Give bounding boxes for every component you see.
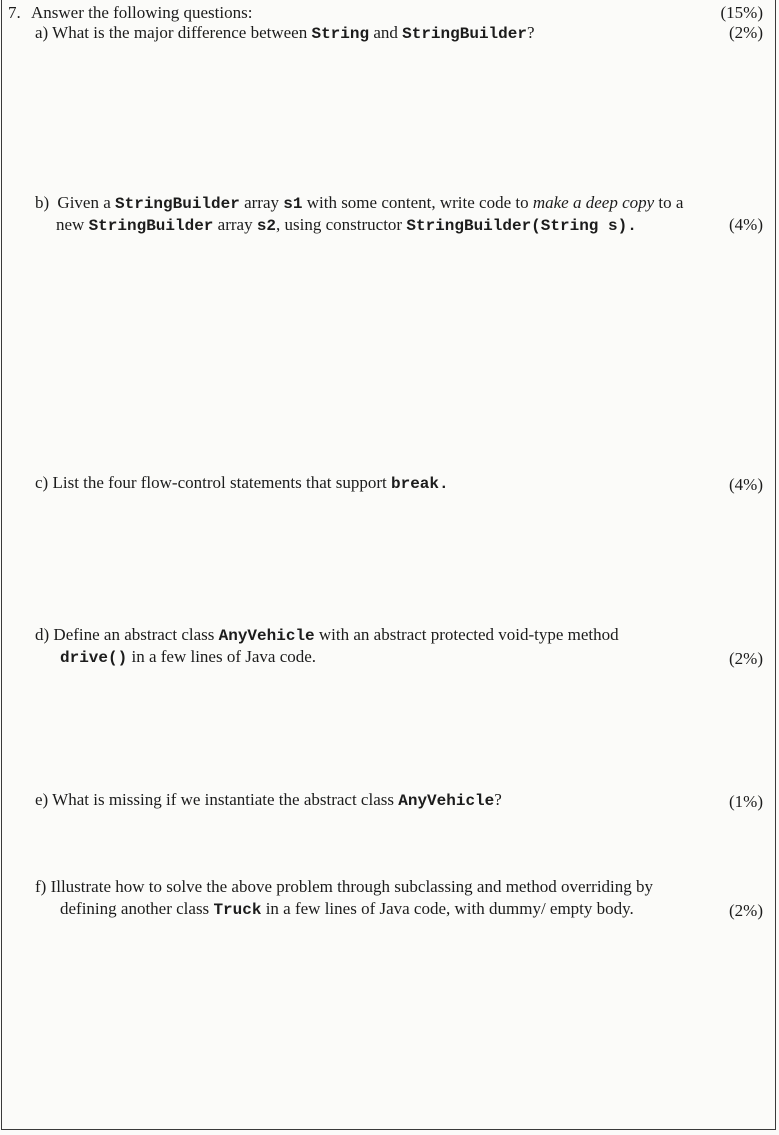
part-a-label: a)	[35, 23, 49, 42]
part-b-marks: (4%)	[729, 215, 763, 234]
part-a-code-string: String	[311, 25, 370, 43]
part-d-question-line2	[60, 647, 316, 668]
part-d-question-line1	[35, 625, 619, 646]
part-b-text: , using constructor	[276, 215, 403, 234]
part-b-text: new	[56, 215, 85, 234]
question-total-marks: (15%)	[720, 3, 763, 22]
part-f-code-truck: Truck	[213, 901, 262, 919]
part-e-label: e)	[35, 790, 49, 809]
part-a-marks: (2%)	[729, 23, 763, 42]
part-f-question-line2	[60, 899, 634, 920]
part-a-text: and	[373, 23, 398, 42]
part-a-code-stringbuilder: StringBuilder	[402, 25, 527, 43]
part-b-text: Given a	[57, 193, 111, 212]
part-b-code-stringbuilder: StringBuilder	[115, 195, 240, 213]
part-f-marks: (2%)	[729, 901, 763, 920]
part-e-text: What is missing if we instantiate the abstract class	[52, 790, 394, 809]
part-b-code-s2: s2	[256, 217, 277, 235]
part-b-text: to a	[658, 193, 684, 212]
part-e-text: ?	[494, 790, 502, 809]
part-a-text: What is the major difference between	[52, 23, 308, 42]
part-e-question	[35, 790, 502, 811]
part-b-text: array	[244, 193, 280, 212]
part-b-code-constructor: StringBuilder(String s).	[406, 217, 637, 235]
part-d-text: Define an abstract class	[53, 625, 215, 644]
part-d-code-drive: drive()	[60, 649, 128, 667]
question-heading	[8, 3, 252, 23]
part-b-emphasis: make a deep copy	[532, 193, 655, 212]
part-b-code-s1: s1	[283, 195, 303, 213]
part-b-question-line2	[56, 215, 637, 236]
part-b-question-line1	[35, 193, 683, 214]
question-title: Answer the following questions:	[31, 3, 253, 22]
part-d-text: with an abstract protected void-type method	[318, 625, 619, 644]
page-border	[1, 0, 776, 1130]
part-c-text: List the four flow-control statements that support	[52, 473, 387, 492]
part-c-question	[35, 473, 449, 494]
part-b-code-stringbuilder: StringBuilder	[88, 217, 214, 235]
part-d-marks: (2%)	[729, 649, 763, 668]
part-a-text: ?	[526, 23, 535, 42]
part-b-text: array	[217, 215, 253, 234]
part-c-marks: (4%)	[729, 475, 763, 494]
part-f-label: f)	[35, 877, 47, 896]
part-b-label: b)	[35, 193, 50, 212]
part-e-marks: (1%)	[729, 792, 763, 811]
part-f-text: Illustrate how to solve the above problem through subclassing and method overriding by	[50, 877, 654, 896]
part-d-label: d)	[35, 625, 50, 644]
part-e-code-anyvehicle: AnyVehicle	[398, 792, 495, 810]
part-f-question-line1	[35, 877, 653, 897]
part-a-question	[35, 23, 535, 44]
part-f-text: defining another class	[60, 899, 210, 918]
part-f-text: in a few lines of Java code, with dummy/ empty body.	[265, 899, 634, 918]
part-b-text: with some content, write code to	[306, 193, 529, 212]
part-c-label: c)	[35, 473, 49, 492]
part-d-code-anyvehicle: AnyVehicle	[218, 627, 315, 645]
part-c-code-break: break.	[390, 475, 449, 493]
part-d-text: in a few lines of Java code.	[131, 647, 317, 666]
question-number: 7.	[8, 3, 21, 22]
